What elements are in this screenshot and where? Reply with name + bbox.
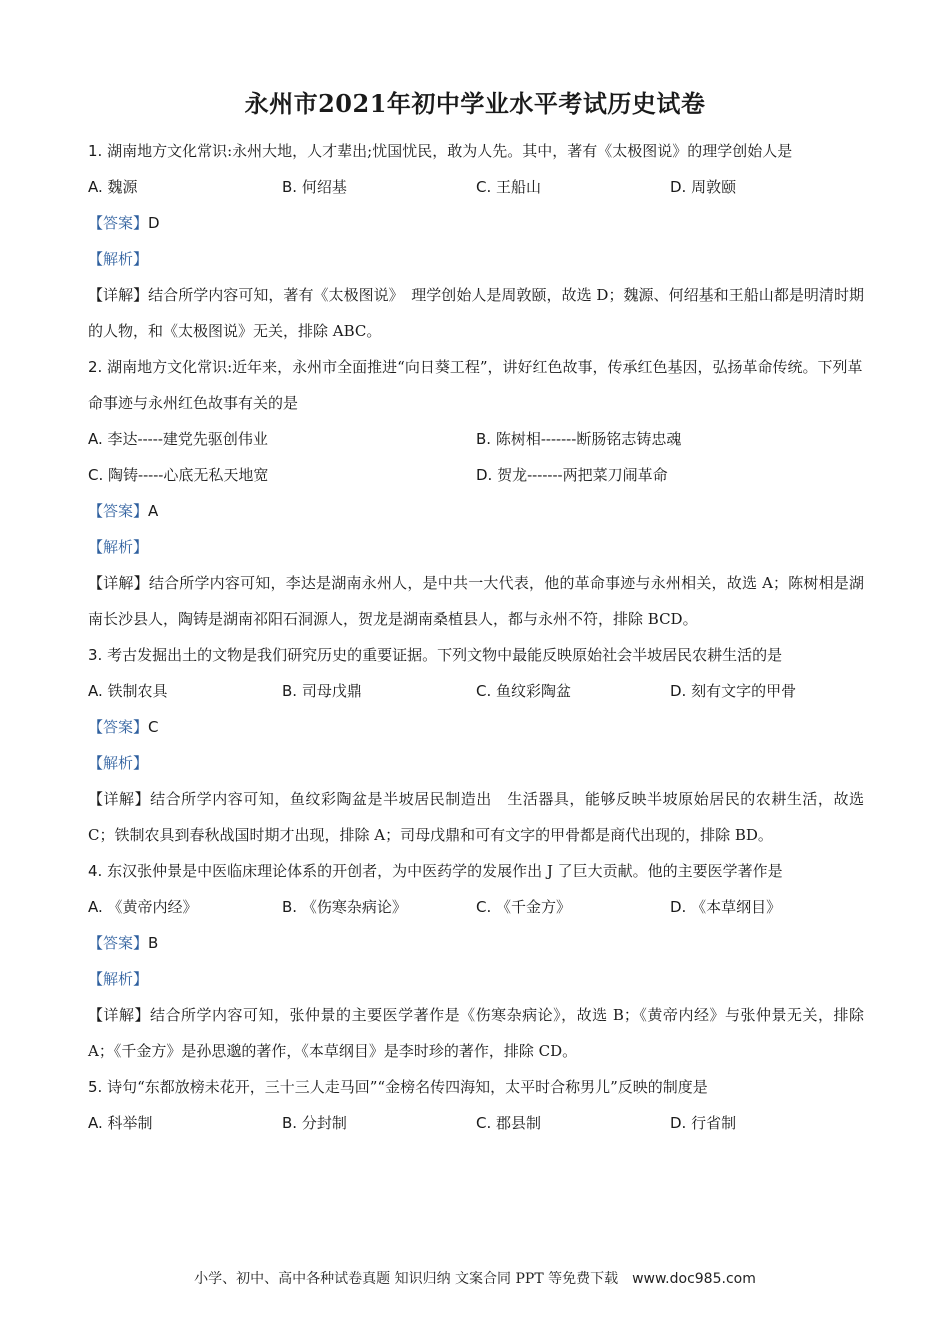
answer-label: 【答案】 xyxy=(88,934,149,952)
detail-paragraph xyxy=(88,277,864,349)
answer-label: 【答案】 xyxy=(88,214,149,232)
question-stem xyxy=(88,853,864,889)
option-c: C. 王船山 xyxy=(476,178,542,196)
option-a: A. 《黄帝内经》 xyxy=(88,898,198,916)
option-a: A. 科举制 xyxy=(88,1114,153,1132)
question-text: 东汉张仲景是中医临床理论体系的开创者，为中医药学的发展作出 J 了巨大贡献。他的主要医学著作是 xyxy=(107,862,783,880)
option-d: D. 《本草纲目》 xyxy=(670,898,782,916)
question-stem xyxy=(88,349,864,421)
question-number: 2. xyxy=(88,358,103,376)
question-stem xyxy=(88,637,864,673)
options-row xyxy=(88,1105,864,1141)
page-footer xyxy=(0,1268,950,1288)
option-b: B. 陈树相-------断肠铭志铸忠魂 xyxy=(476,430,682,448)
detail-label: 【详解】 xyxy=(88,790,151,808)
detail-label: 【详解】 xyxy=(88,1006,151,1024)
options-row xyxy=(88,169,864,205)
answer-value: A xyxy=(148,502,159,520)
detail-paragraph xyxy=(88,565,864,637)
answer-value: D xyxy=(148,214,160,232)
answer-line xyxy=(88,925,864,961)
option-a: A. 铁制农具 xyxy=(88,682,168,700)
question-list xyxy=(88,133,864,1141)
option-a: A. 李达-----建党先驱创伟业 xyxy=(88,430,268,448)
question-stem xyxy=(88,133,864,169)
option-d: D. 贺龙-------两把菜刀闹革命 xyxy=(476,466,668,484)
answer-value: C xyxy=(148,718,159,736)
detail-text: 结合所学内容可知，李达是湖南永州人，是中共一大代表，他的革命事迹与永州相关，故选 A；陈树相是湖南长沙县人，陶铸是湖南祁阳石洞源人，贺龙是湖南桑植县人，都与永州不符，排除 BCD。 xyxy=(88,574,864,628)
option-d: D. 周敦颐 xyxy=(670,178,737,196)
question-number: 4. xyxy=(88,862,103,880)
option-b: B. 《伤寒杂病论》 xyxy=(282,898,407,916)
answer-value: B xyxy=(148,934,159,952)
detail-text: 结合所学内容可知，鱼纹彩陶盆是半坡居民制造出 生活器具，能够反映半坡原始居民的农耕生活，故选 C；铁制农具到春秋战国时期才出现，排除 A；司母戊鼎和可有文字的甲骨都是商代出现的，排除 BD。 xyxy=(88,790,864,844)
analysis-line xyxy=(88,241,864,277)
option-b: B. 何绍基 xyxy=(282,178,347,196)
options-row xyxy=(88,457,864,493)
option-c: C. 陶铸-----心底无私天地宽 xyxy=(88,466,269,484)
page-title: 永州市2021年初中学业水平考试历史试卷 xyxy=(244,89,706,118)
question-number: 5. xyxy=(88,1078,103,1096)
question-number: 1. xyxy=(88,142,103,160)
option-b: B. 分封制 xyxy=(282,1114,347,1132)
question-text: 考古发掘出土的文物是我们研究历史的重要证据。下列文物中最能反映原始社会半坡居民农耕生活的是 xyxy=(107,646,783,664)
option-d: D. 行省制 xyxy=(670,1114,737,1132)
detail-text: 结合所学内容可知，张仲景的主要医学著作是《伤寒杂病论》，故选 B；《黄帝内经》与张仲景无关，排除 A；《千金方》是孙思邈的著作，《本草纲目》是李时珍的著作，排除 CD。 xyxy=(88,1006,864,1060)
analysis-line xyxy=(88,529,864,565)
option-c: C. 《千金方》 xyxy=(476,898,572,916)
option-a: A. 魏源 xyxy=(88,178,138,196)
detail-paragraph xyxy=(88,997,864,1069)
options-row xyxy=(88,889,864,925)
option-d: D. 刻有文字的甲骨 xyxy=(670,682,797,700)
detail-paragraph xyxy=(88,781,864,853)
footer-link[interactable]: www.doc985.com xyxy=(632,1271,756,1287)
analysis-line xyxy=(88,745,864,781)
analysis-line xyxy=(88,961,864,997)
detail-label: 【详解】 xyxy=(88,286,149,304)
question-text: 湖南地方文化常识:永州大地，人才辈出;忧国忧民，敢为人先。其中，著有《太极图说》的理学创始人是 xyxy=(107,142,793,160)
question-text: 湖南地方文化常识:近年来，永州市全面推进“向日葵工程”，讲好红色故事，传承红色基因，弘扬革命传统。下列革命事迹与永州红色故事有关的是 xyxy=(88,358,863,412)
answer-line xyxy=(88,709,864,745)
option-c: C. 鱼纹彩陶盆 xyxy=(476,682,572,700)
answer-label: 【答案】 xyxy=(88,502,149,520)
question-stem xyxy=(88,1069,864,1105)
detail-label: 【详解】 xyxy=(88,574,149,592)
option-c: C. 郡县制 xyxy=(476,1114,542,1132)
options-row xyxy=(88,673,864,709)
footer-text: 小学、初中、高中各种试卷真题 知识归纳 文案合同 PPT 等免费下载 xyxy=(194,1271,619,1287)
detail-text: 结合所学内容可知，著有《太极图说》 理学创始人是周敦颐，故选 D；魏源、何绍基和王船山都是明清时期的人物，和《太极图说》无关，排除 ABC。 xyxy=(88,286,864,340)
analysis-label: 【解析】 xyxy=(88,754,149,772)
analysis-label: 【解析】 xyxy=(88,538,149,556)
analysis-label: 【解析】 xyxy=(88,970,149,988)
question-text: 诗句“东都放榜未花开，三十三人走马回”“金榜名传四海知，太平时合称男儿”反映的制度是 xyxy=(107,1078,708,1096)
question-number: 3. xyxy=(88,646,103,664)
answer-line xyxy=(88,205,864,241)
answer-line xyxy=(88,493,864,529)
analysis-label: 【解析】 xyxy=(88,250,149,268)
option-b: B. 司母戊鼎 xyxy=(282,682,362,700)
options-row xyxy=(88,421,864,457)
answer-label: 【答案】 xyxy=(88,718,149,736)
